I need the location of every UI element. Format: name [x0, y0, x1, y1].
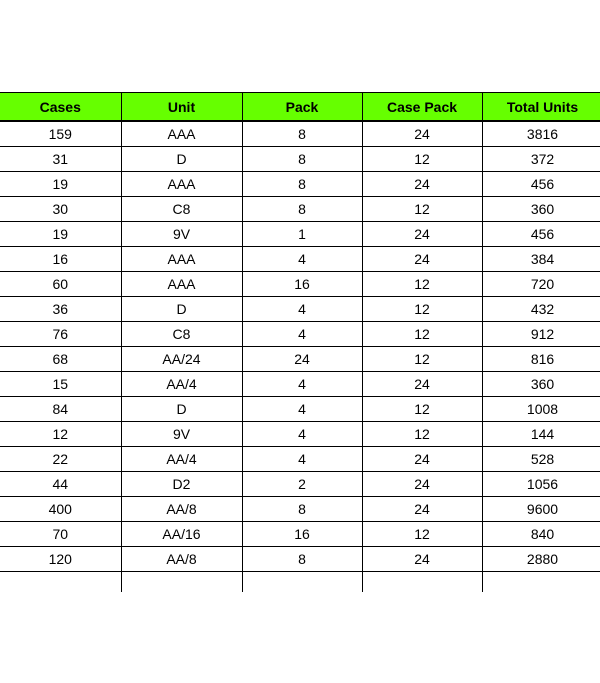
cell-cases[interactable]: 16 — [0, 247, 121, 272]
cell-case-pack[interactable]: 24 — [362, 447, 482, 472]
header-unit[interactable]: Unit — [121, 93, 242, 122]
cell-unit[interactable]: D — [121, 297, 242, 322]
cell-pack[interactable]: 4 — [242, 247, 362, 272]
cell-total-units[interactable]: 9600 — [482, 497, 600, 522]
cell-case-pack[interactable]: 24 — [362, 497, 482, 522]
table-row — [0, 422, 600, 447]
table-row — [0, 222, 600, 247]
empty-cell[interactable] — [482, 572, 600, 593]
cell-total-units[interactable]: 840 — [482, 522, 600, 547]
cell-pack[interactable]: 16 — [242, 272, 362, 297]
cell-unit[interactable]: AAA — [121, 272, 242, 297]
cell-unit[interactable]: 9V — [121, 422, 242, 447]
cell-total-units[interactable]: 456 — [482, 222, 600, 247]
empty-row — [0, 572, 600, 593]
cell-pack[interactable]: 8 — [242, 497, 362, 522]
cell-case-pack[interactable]: 24 — [362, 247, 482, 272]
cell-pack[interactable]: 8 — [242, 547, 362, 572]
cell-pack[interactable]: 8 — [242, 172, 362, 197]
table-row — [0, 497, 600, 522]
empty-cell[interactable] — [362, 572, 482, 593]
empty-cell[interactable] — [121, 572, 242, 593]
cell-case-pack[interactable]: 12 — [362, 297, 482, 322]
cell-total-units[interactable]: 1008 — [482, 397, 600, 422]
cell-cases[interactable]: 12 — [0, 422, 121, 447]
table-row — [0, 197, 600, 222]
empty-cell[interactable] — [0, 572, 121, 593]
cell-cases[interactable]: 31 — [0, 147, 121, 172]
cell-case-pack[interactable]: 12 — [362, 422, 482, 447]
cell-total-units[interactable]: 360 — [482, 197, 600, 222]
cell-case-pack[interactable]: 24 — [362, 121, 482, 147]
cell-total-units[interactable]: 2880 — [482, 547, 600, 572]
cell-unit[interactable]: AAA — [121, 121, 242, 147]
cell-pack[interactable]: 4 — [242, 322, 362, 347]
table-row — [0, 147, 600, 172]
cell-unit[interactable]: C8 — [121, 322, 242, 347]
cell-cases[interactable]: 400 — [0, 497, 121, 522]
cell-pack[interactable]: 4 — [242, 297, 362, 322]
cell-unit[interactable]: D — [121, 397, 242, 422]
cell-unit[interactable]: AA/8 — [121, 547, 242, 572]
cell-cases[interactable]: 60 — [0, 272, 121, 297]
cell-case-pack[interactable]: 12 — [362, 522, 482, 547]
cell-cases[interactable]: 76 — [0, 322, 121, 347]
cell-unit[interactable]: AA/4 — [121, 372, 242, 397]
cell-case-pack[interactable]: 12 — [362, 272, 482, 297]
table-row — [0, 447, 600, 472]
header-pack[interactable]: Pack — [242, 93, 362, 122]
table-body — [0, 121, 600, 592]
header-row — [0, 93, 600, 122]
cell-total-units[interactable]: 456 — [482, 172, 600, 197]
cell-case-pack[interactable]: 12 — [362, 322, 482, 347]
cell-total-units[interactable]: 372 — [482, 147, 600, 172]
cell-case-pack[interactable]: 24 — [362, 222, 482, 247]
units-table — [0, 92, 600, 592]
cell-unit[interactable]: AA/24 — [121, 347, 242, 372]
header-total-units[interactable]: Total Units — [482, 93, 600, 122]
cell-total-units[interactable]: 144 — [482, 422, 600, 447]
cell-case-pack[interactable]: 12 — [362, 397, 482, 422]
cell-pack[interactable]: 4 — [242, 372, 362, 397]
cell-case-pack[interactable]: 24 — [362, 172, 482, 197]
cell-cases[interactable]: 120 — [0, 547, 121, 572]
cell-unit[interactable]: AAA — [121, 247, 242, 272]
table-row — [0, 547, 600, 572]
cell-unit[interactable]: D2 — [121, 472, 242, 497]
cell-pack[interactable]: 8 — [242, 121, 362, 147]
cell-cases[interactable]: 44 — [0, 472, 121, 497]
cell-total-units[interactable]: 1056 — [482, 472, 600, 497]
empty-cell[interactable] — [242, 572, 362, 593]
cell-unit[interactable]: AA/8 — [121, 497, 242, 522]
cell-unit[interactable]: C8 — [121, 197, 242, 222]
cell-unit[interactable]: D — [121, 147, 242, 172]
cell-case-pack[interactable]: 12 — [362, 147, 482, 172]
cell-pack[interactable]: 4 — [242, 447, 362, 472]
cell-pack[interactable]: 2 — [242, 472, 362, 497]
cell-cases[interactable]: 19 — [0, 222, 121, 247]
cell-cases[interactable]: 68 — [0, 347, 121, 372]
cell-total-units[interactable]: 384 — [482, 247, 600, 272]
table-row — [0, 172, 600, 197]
table-row — [0, 121, 600, 147]
table-row — [0, 397, 600, 422]
cell-total-units[interactable]: 360 — [482, 372, 600, 397]
cell-case-pack[interactable]: 24 — [362, 547, 482, 572]
cell-unit[interactable]: 9V — [121, 222, 242, 247]
cell-total-units[interactable]: 816 — [482, 347, 600, 372]
cell-case-pack[interactable]: 12 — [362, 347, 482, 372]
table-row — [0, 522, 600, 547]
cell-case-pack[interactable]: 24 — [362, 372, 482, 397]
cell-pack[interactable]: 8 — [242, 147, 362, 172]
table-row — [0, 247, 600, 272]
cell-pack[interactable]: 4 — [242, 397, 362, 422]
table-row — [0, 272, 600, 297]
spreadsheet — [0, 92, 600, 592]
cell-cases[interactable]: 70 — [0, 522, 121, 547]
cell-unit[interactable]: AA/16 — [121, 522, 242, 547]
cell-cases[interactable]: 30 — [0, 197, 121, 222]
cell-total-units[interactable]: 432 — [482, 297, 600, 322]
cell-total-units[interactable]: 720 — [482, 272, 600, 297]
cell-total-units[interactable]: 912 — [482, 322, 600, 347]
cell-case-pack[interactable]: 24 — [362, 472, 482, 497]
cell-cases[interactable]: 36 — [0, 297, 121, 322]
table-row — [0, 297, 600, 322]
cell-unit[interactable]: AAA — [121, 172, 242, 197]
cell-cases[interactable]: 84 — [0, 397, 121, 422]
cell-cases[interactable]: 19 — [0, 172, 121, 197]
cell-total-units[interactable]: 528 — [482, 447, 600, 472]
cell-unit[interactable]: AA/4 — [121, 447, 242, 472]
cell-cases[interactable]: 15 — [0, 372, 121, 397]
table-row — [0, 372, 600, 397]
cell-case-pack[interactable]: 12 — [362, 197, 482, 222]
cell-pack[interactable]: 1 — [242, 222, 362, 247]
header-cases[interactable]: Cases — [0, 93, 121, 122]
cell-cases[interactable]: 159 — [0, 121, 121, 147]
cell-pack[interactable]: 24 — [242, 347, 362, 372]
table-row — [0, 322, 600, 347]
table-row — [0, 347, 600, 372]
cell-pack[interactable]: 16 — [242, 522, 362, 547]
cell-cases[interactable]: 22 — [0, 447, 121, 472]
header-case-pack[interactable]: Case Pack — [362, 93, 482, 122]
cell-total-units[interactable]: 3816 — [482, 121, 600, 147]
cell-pack[interactable]: 8 — [242, 197, 362, 222]
table-row — [0, 472, 600, 497]
cell-pack[interactable]: 4 — [242, 422, 362, 447]
